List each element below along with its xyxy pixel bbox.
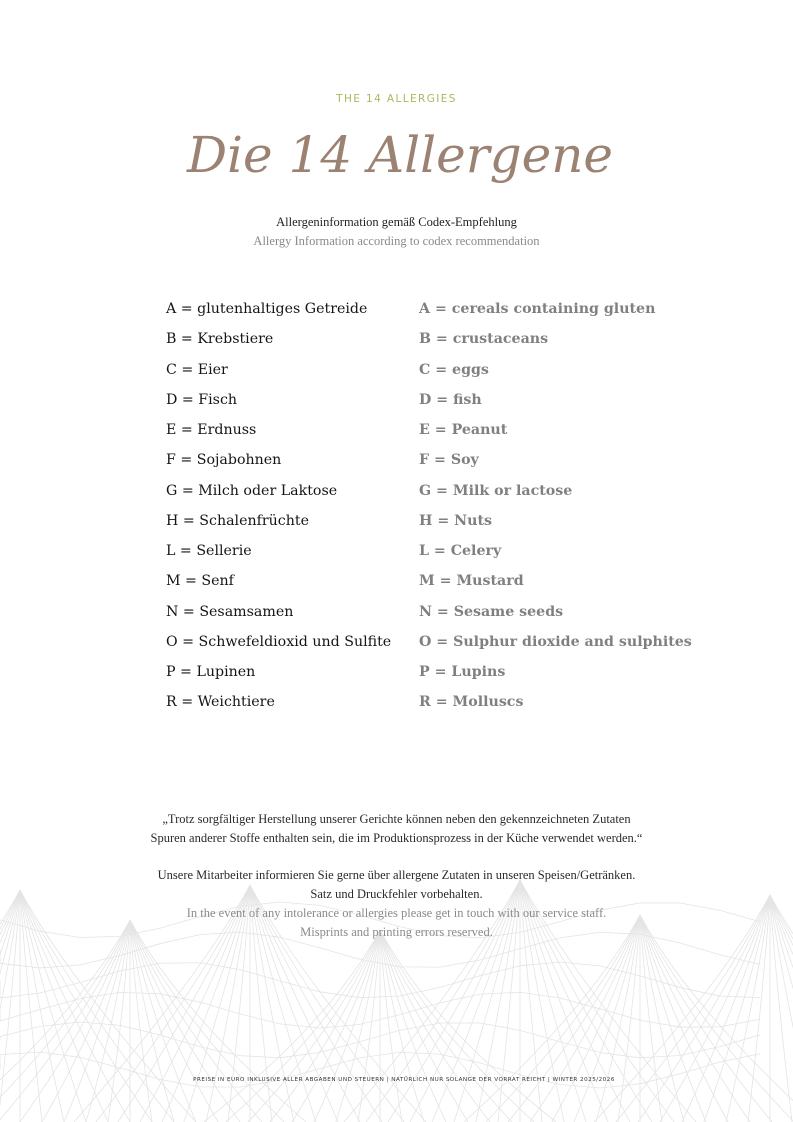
allergen-en-c: C = eggs [419,361,489,378]
allergen-de-o: O = Schwefeldioxid und Sulfite [166,633,392,650]
allergen-de-p: P = Lupinen [166,664,256,680]
allergen-en-m: M = Mustard [419,573,524,590]
allergen-en-f: F = Soy [419,452,479,469]
errors-reserved-german: Satz und Druckfehler vorbehalten. [310,887,483,901]
allergen-de-b: B = Krebstiere [166,331,274,348]
allergen-en-o: O = Sulphur dioxide and sulphites [419,633,692,650]
disclaimer-quote-line2: Spuren anderer Stoffe enthalten sein, die im Produktionsprozess in der Küche verwendet werden.“ [150,831,643,845]
allergen-de-g: G = Milch oder Laktose [166,482,338,499]
staff-info-english: In the event of any intolerance or allergies please get in touch with our service staff. [186,906,607,920]
allergen-en-b: B = crustaceans [419,331,549,348]
allergen-de-c: C = Eier [166,361,228,378]
page-kicker: THE 14 ALLERGIES [336,93,457,105]
allergen-de-f: F = Sojabohnen [166,452,282,469]
allergen-de-l: L = Sellerie [166,543,252,559]
allergen-en-r: R = Molluscs [419,694,524,711]
disclaimer-quote-line1: „Trotz sorgfältiger Herstellung unserer Gerichte können neben den gekennzeichneten Zutaten [162,812,631,826]
allergen-en-g: G = Milk or lactose [419,482,573,499]
allergen-en-d: D = fish [419,391,482,408]
page-footer: PREISE IN EURO INKLUSIVE ALLER ABGABEN UND STEUERN | NATÜRLICH NUR SOLANGE DER VORRAT REICHT | WINTER 2025/2026 [193,1077,615,1083]
page-title-script [0,112,793,202]
svg-text:Die 14 Allergene: Die 14 Allergene [186,126,614,184]
allergen-en-h: H = Nuts [419,512,492,529]
allergen-de-n: N = Sesamsamen [166,603,294,620]
allergen-en-n: N = Sesame seeds [419,603,564,620]
allergen-de-a: A = glutenhaltiges Getreide [166,301,368,317]
errors-reserved-english: Misprints and printing errors reserved. [300,925,493,939]
allergen-de-d: D = Fisch [166,391,238,408]
allergen-de-r: R = Weichtiere [166,694,275,711]
allergen-list-german [166,298,391,722]
subtitle-english: Allergy Information according to codex recommendation [253,234,540,248]
allergen-en-e: E = Peanut [419,422,508,438]
allergen-list-english [419,298,692,722]
subtitle-german: Allergeninformation gemäß Codex-Empfehlung [276,215,517,229]
staff-info-german: Unsere Mitarbeiter informieren Sie gerne über allergene Zutaten in unseren Speisen/Getränken. [157,868,636,882]
allergen-de-h: H = Schalenfrüchte [166,512,309,529]
allergen-en-a: A = cereals containing gluten [419,301,656,317]
allergen-de-m: M = Senf [166,573,234,590]
allergen-en-l: L = Celery [419,543,502,559]
allergen-de-e: E = Erdnuss [166,422,257,438]
allergen-en-p: P = Lupins [419,664,506,680]
